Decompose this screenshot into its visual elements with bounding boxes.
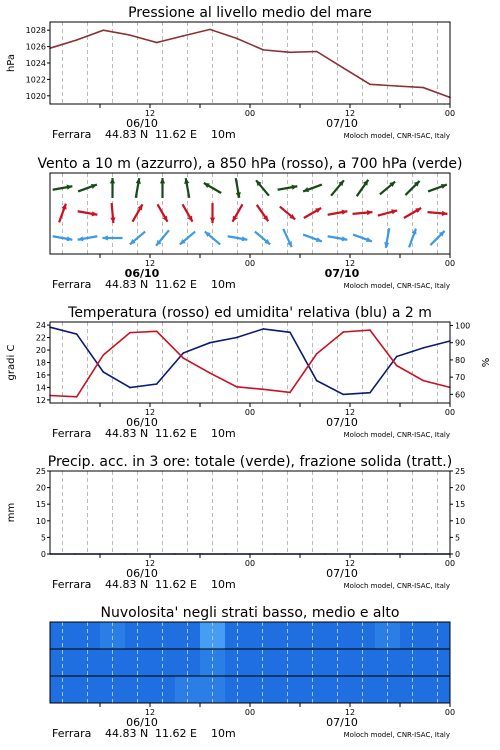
wind-arrow-head (91, 184, 97, 189)
location-lat: 44.83 N (105, 727, 149, 740)
y-tick-label: 16 (35, 370, 46, 380)
y2-tick-label: 100 (455, 321, 471, 331)
wind-arrow-head (366, 237, 372, 242)
day-label: 07/10 (324, 267, 360, 280)
wind-arrow (233, 204, 243, 221)
wind-arrow (210, 203, 215, 223)
x-tick-label: 12 (344, 708, 356, 717)
panel-5 (50, 605, 455, 740)
y2-tick-label: 0 (455, 550, 461, 559)
wind-arrow (160, 178, 165, 198)
day-label: 06/10 (126, 416, 158, 429)
pressure-line-point (183, 35, 185, 37)
y-tick-label: 10 (35, 516, 46, 526)
pressure-line-point (289, 52, 291, 54)
temperature-line-point (156, 331, 158, 333)
y2-tick-label: 25 (455, 467, 466, 476)
day-label: 07/10 (326, 416, 358, 429)
y-axis-label: gradi C (6, 344, 17, 381)
wind-arrow-head (367, 210, 373, 215)
x-tick-label: 00 (444, 259, 456, 268)
temperature-line-point (369, 329, 371, 331)
location-lon: 11.62 E (155, 578, 197, 591)
wind-arrow (130, 232, 145, 245)
humidity-line-point (103, 371, 105, 373)
panel-3 (6, 305, 492, 440)
humidity-line-point (76, 333, 78, 335)
wind-arrow (183, 204, 193, 221)
temperature-line-point (76, 396, 78, 398)
panel-1 (6, 5, 455, 141)
pressure-line-point (396, 85, 398, 87)
pressure-line-point (316, 51, 318, 53)
x-tick-label: 00 (444, 559, 456, 568)
humidity-line (50, 327, 450, 394)
chart-title: Precip. acc. in 3 ore: totale (verde), frazione solida (tratt.) (47, 454, 453, 470)
y2-tick-label: 90 (455, 338, 466, 348)
pressure-line-point (263, 49, 265, 51)
wind-arrow (384, 228, 389, 248)
model-credit: Moloch model, CNR-ISAC, Italy (343, 282, 450, 290)
temperature-line (50, 330, 450, 397)
pressure-line-point (129, 34, 131, 36)
pressure-line-point (236, 38, 238, 40)
humidity-line-point (183, 352, 185, 354)
y-tick-label: 15 (35, 500, 46, 510)
x-tick-label: 12 (144, 708, 156, 717)
y2-axis-label: % (481, 357, 492, 368)
temperature-line-point (183, 357, 185, 359)
location-name: Ferrara (52, 427, 92, 440)
plot-frame (50, 322, 450, 403)
chart-title: Temperatura (rosso) ed umidita' relativa (blu) a 2 m (68, 305, 432, 321)
location-lon: 11.62 E (155, 128, 197, 141)
location-lat: 44.83 N (105, 278, 149, 291)
y2-tick-label: 60 (455, 390, 466, 400)
wind-arrow (136, 178, 141, 198)
location-lon: 11.62 E (155, 427, 197, 440)
y2-tick-label: 80 (455, 355, 466, 365)
y2-tick-label: 5 (455, 533, 461, 543)
y-tick-label: 0 (40, 550, 46, 559)
y-axis-label: mm (6, 502, 17, 523)
location-name: Ferrara (52, 578, 92, 591)
wind-arrow (180, 232, 195, 245)
x-tick-label: 00 (244, 559, 256, 568)
temperature-line-point (103, 354, 105, 356)
wind-arrow (59, 204, 66, 223)
y-tick-label: 1022 (25, 75, 46, 85)
day-label: 06/10 (126, 117, 158, 130)
humidity-line-point (369, 392, 371, 394)
wind-arrow (236, 178, 241, 198)
temperature-line-point (236, 386, 238, 388)
location-name: Ferrara (52, 727, 92, 740)
plot-frame (50, 471, 450, 554)
day-label: 07/10 (326, 117, 358, 130)
wind-arrow-head (441, 184, 447, 189)
chart-title: Pressione al livello medio del mare (128, 5, 372, 21)
temperature-line-point (289, 392, 291, 394)
wind-arrow-head (316, 237, 322, 242)
wind-arrow (353, 235, 372, 242)
y-tick-label: 20 (35, 483, 46, 493)
y-tick-label: 20 (35, 346, 46, 356)
humidity-line-point (156, 383, 158, 385)
humidity-line-point (343, 394, 345, 396)
x-tick-label: 12 (144, 559, 156, 568)
wind-arrow (110, 203, 115, 223)
temperature-line-point (316, 353, 318, 355)
y-tick-label: 5 (40, 533, 46, 543)
y-tick-label: 1028 (25, 26, 46, 36)
humidity-line-point (423, 347, 425, 349)
x-tick-label: 12 (344, 559, 356, 568)
wind-arrow-head (110, 217, 115, 223)
wind-arrow-head (442, 211, 448, 216)
humidity-line-point (396, 356, 398, 358)
location-elev: 10m (211, 278, 236, 291)
temperature-line-point (396, 365, 398, 367)
humidity-line-point (316, 380, 318, 382)
y2-tick-label: 10 (455, 516, 466, 526)
y2-tick-label: 70 (455, 373, 466, 383)
humidity-line-point (289, 332, 291, 334)
pressure-line-point (76, 39, 78, 41)
pressure-line-point (103, 29, 105, 31)
temperature-line-point (263, 388, 265, 390)
y-tick-label: 12 (35, 395, 46, 405)
model-credit: Moloch model, CNR-ISAC, Italy (343, 431, 450, 439)
y-axis-label: hPa (6, 53, 17, 73)
x-tick-label: 00 (244, 259, 256, 268)
day-label: 06/10 (124, 267, 160, 280)
chart-title: Vento a 10 m (azzurro), a 850 hPa (rosso), a 700 hPa (verde) (37, 156, 463, 172)
x-tick-label: 00 (444, 109, 456, 118)
location-elev: 10m (211, 128, 236, 141)
y-tick-label: 22 (35, 333, 46, 343)
wind-arrow (430, 231, 444, 245)
location-name: Ferrara (52, 278, 92, 291)
wind-arrow (204, 183, 221, 193)
plot-frame (50, 22, 450, 104)
temperature-line-point (209, 372, 211, 374)
wind-arrow (278, 185, 298, 190)
wind-arrow-head (103, 235, 108, 240)
pressure-line-point (423, 87, 425, 89)
wind-arrow-head (160, 178, 165, 183)
y-tick-label: 18 (35, 358, 46, 368)
x-tick-label: 12 (344, 259, 356, 268)
pressure-line-point (209, 29, 211, 31)
chart-title: Nuvolosita' negli strati basso, medio e alto (100, 605, 400, 621)
humidity-line-point (209, 342, 211, 344)
x-tick-label: 00 (444, 408, 456, 417)
x-tick-label: 00 (244, 109, 256, 118)
wind-arrow-head (210, 218, 215, 223)
humidity-line-point (263, 328, 265, 330)
wind-arrow (255, 232, 270, 245)
panel-2 (37, 156, 462, 291)
wind-arrow (110, 178, 115, 198)
x-tick-label: 00 (444, 708, 456, 717)
temperature-line-point (423, 380, 425, 382)
pressure-line (50, 29, 450, 97)
location-lon: 11.62 E (155, 278, 197, 291)
y-tick-label: 1024 (25, 59, 46, 68)
wind-arrow (205, 232, 220, 245)
wind-arrow (78, 236, 98, 241)
location-lat: 44.83 N (105, 578, 149, 591)
location-lat: 44.83 N (105, 427, 149, 440)
temperature-line-point (343, 331, 345, 333)
x-tick-label: 12 (144, 259, 156, 268)
wind-arrow (184, 178, 189, 198)
location-name: Ferrara (52, 128, 92, 141)
wind-arrow (228, 236, 248, 241)
model-credit: Moloch model, CNR-ISAC, Italy (343, 582, 450, 590)
location-lon: 11.62 E (155, 727, 197, 740)
day-label: 07/10 (326, 567, 358, 580)
model-credit: Moloch model, CNR-ISAC, Italy (343, 132, 450, 140)
wind-arrow (53, 185, 73, 190)
location-elev: 10m (211, 578, 236, 591)
x-tick-label: 12 (144, 408, 156, 417)
y2-tick-label: 20 (455, 483, 466, 493)
panel-4 (6, 454, 465, 591)
x-tick-label: 12 (344, 408, 356, 417)
day-label: 07/10 (326, 716, 358, 729)
wind-arrow-head (303, 187, 309, 192)
wind-arrow (133, 204, 143, 221)
location-elev: 10m (211, 727, 236, 740)
wind-arrow (53, 236, 73, 241)
y2-tick-label: 15 (455, 500, 466, 510)
location-lat: 44.83 N (105, 128, 149, 141)
wind-arrow (328, 236, 348, 241)
model-credit: Moloch model, CNR-ISAC, Italy (343, 731, 450, 739)
wind-arrow (158, 204, 168, 221)
x-tick-label: 00 (244, 708, 256, 717)
humidity-line-point (236, 337, 238, 339)
x-tick-label: 00 (244, 408, 256, 417)
x-tick-label: 12 (144, 109, 156, 118)
wind-arrow (303, 235, 322, 242)
pressure-line-point (369, 84, 371, 86)
pressure-line-point (156, 42, 158, 44)
humidity-line-point (129, 387, 131, 389)
y-tick-label: 25 (35, 467, 46, 476)
day-label: 06/10 (126, 567, 158, 580)
y-tick-label: 24 (35, 321, 46, 331)
pressure-line-point (343, 67, 345, 69)
day-label: 06/10 (126, 716, 158, 729)
y-tick-label: 1020 (25, 91, 46, 101)
x-tick-label: 12 (344, 109, 356, 118)
wind-arrow-head (110, 178, 115, 183)
y-tick-label: 1026 (25, 42, 46, 52)
temperature-line-point (129, 332, 131, 334)
y-tick-label: 14 (35, 383, 46, 393)
location-elev: 10m (211, 427, 236, 440)
